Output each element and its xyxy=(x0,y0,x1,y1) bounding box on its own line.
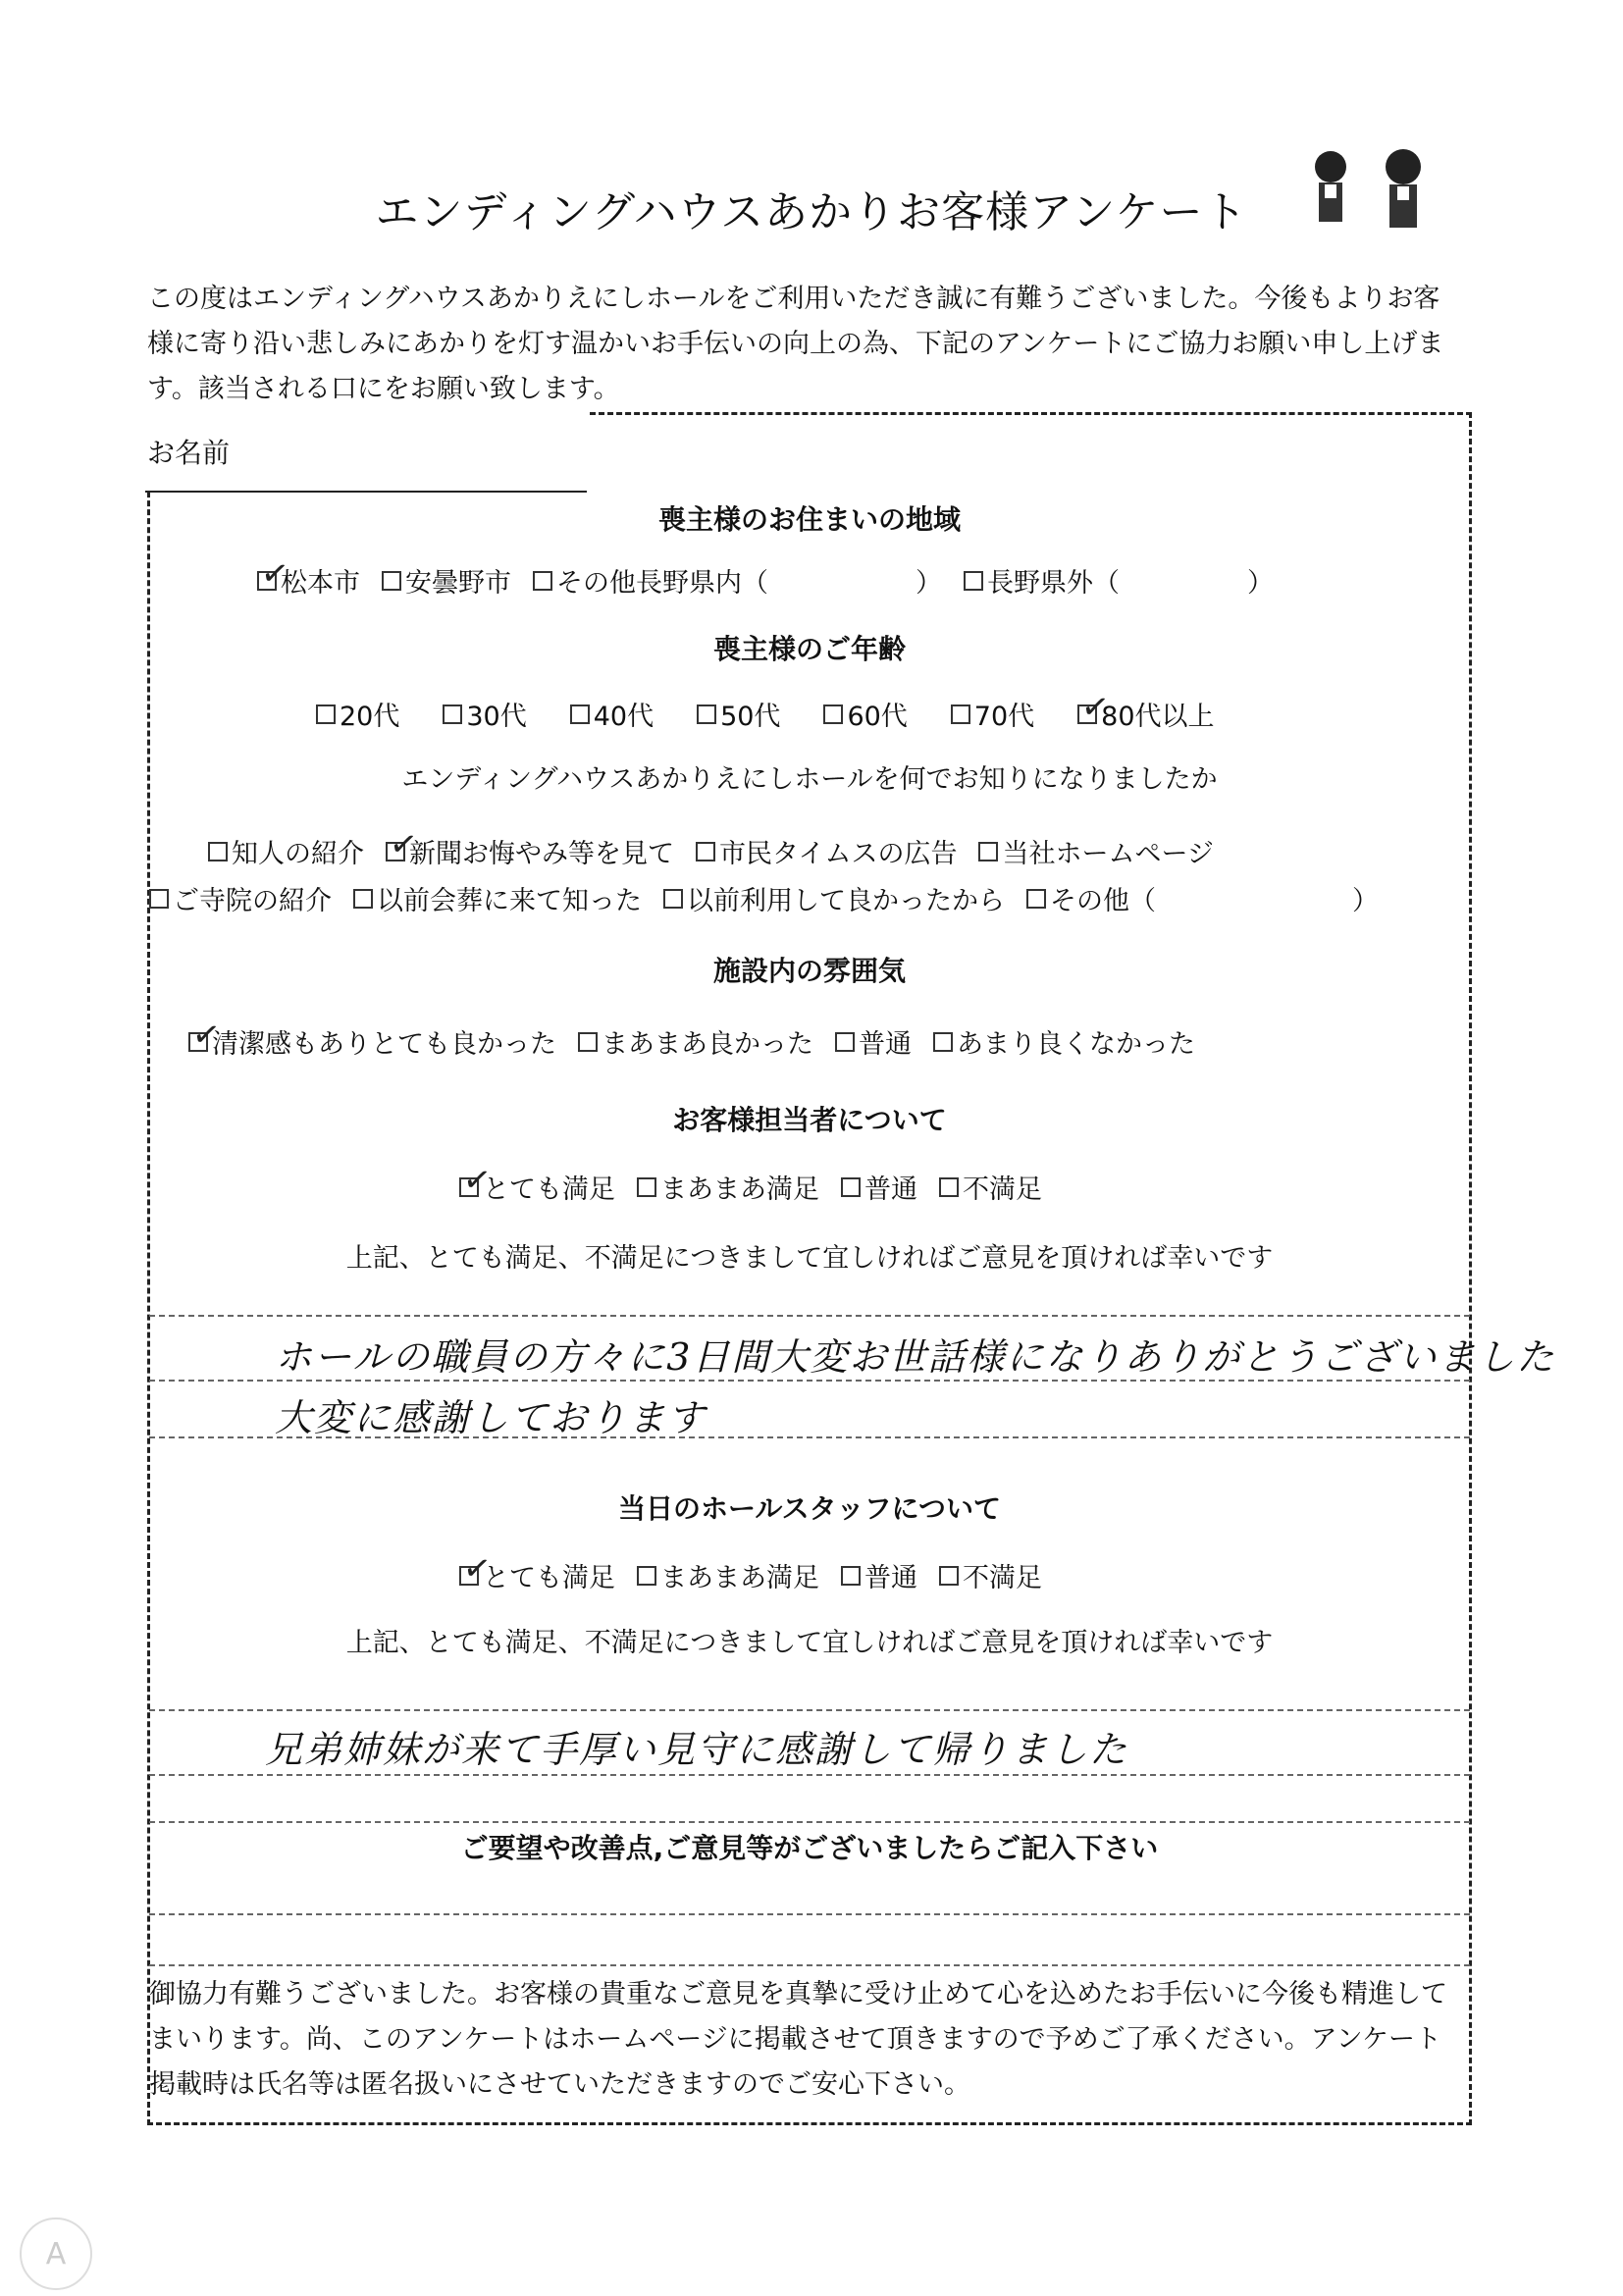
checkbox[interactable] xyxy=(459,1546,495,1591)
check-mark-icon: ✓ xyxy=(387,822,421,866)
option-fairly-good[interactable] xyxy=(578,1022,813,1061)
option-shimin-times-ad[interactable] xyxy=(696,832,957,870)
option-label: まあまあ満足 xyxy=(660,1563,819,1593)
source-options-row2 xyxy=(149,879,1400,917)
comment-line xyxy=(149,1315,1470,1317)
option-label: 不満足 xyxy=(963,1563,1042,1593)
option-label: あまり良くなかった xyxy=(957,1029,1195,1060)
requests-heading: ご要望や改善点,ご意見等がございましたらご記入下さい xyxy=(460,1832,1159,1864)
comment-line xyxy=(149,1436,1470,1438)
checkbox[interactable] xyxy=(964,571,983,591)
hall-staff-heading: 当日のホールスタッフについて xyxy=(617,1492,1002,1525)
option-outside-nagano[interactable] xyxy=(964,561,1274,600)
checkbox[interactable] xyxy=(578,1032,598,1052)
option-label: 新聞お悔やみ等を見て xyxy=(409,839,674,869)
option-label: 以前利用して良かったから xyxy=(687,886,1005,916)
option-fairly-satisfied[interactable] xyxy=(637,1168,819,1206)
option-previous-use[interactable] xyxy=(663,879,1005,917)
region-options xyxy=(257,551,1295,600)
request-line[interactable] xyxy=(149,1913,1470,1915)
option-very-satisfied[interactable] xyxy=(459,1158,615,1206)
option-other-nagano[interactable] xyxy=(533,561,942,600)
option-very-clean[interactable] xyxy=(188,1013,556,1061)
option-80s-plus[interactable] xyxy=(1077,685,1215,733)
region-heading: 喪主様のお住まいの地域 xyxy=(657,503,961,536)
option-50s[interactable] xyxy=(697,695,780,733)
option-label: 70代 xyxy=(973,702,1035,732)
option-label: 30代 xyxy=(466,702,527,732)
option-normal[interactable] xyxy=(835,1022,912,1061)
age-options xyxy=(316,685,1236,733)
staff-prompt: 上記、とても満足、不満足につきまして宜しければご意見を頂ければ幸いです xyxy=(345,1243,1274,1274)
checkbox[interactable] xyxy=(386,822,421,866)
option-normal[interactable] xyxy=(841,1168,917,1206)
check-mark-icon: ✓ xyxy=(189,1013,224,1057)
staff-comment-line1[interactable]: ホールの職員の方々に3日間大変お世話様になりありがとうございました xyxy=(275,1335,1556,1379)
age-heading: 喪主様のご年齢 xyxy=(712,633,906,665)
closing-text: 御協力有難うございました。お客様の貴重なご意見を真摯に受け止めて心を込めたお手伝いに今後も精進してまいります。尚、このアンケートはホームページに掲載させて頂きますので予めご了承ください。アンケート掲載時は氏名等は匿名扱いにさせていただきますのでご安心下さい。 xyxy=(149,1979,1447,2100)
option-label: 当社ホームページ xyxy=(1002,839,1214,869)
checkbox[interactable] xyxy=(208,842,228,861)
checkbox[interactable] xyxy=(533,571,552,591)
option-label: 50代 xyxy=(720,702,781,732)
checkbox[interactable] xyxy=(697,704,716,724)
staff-comment-line2[interactable]: 大変に感謝しております xyxy=(275,1396,707,1439)
checkbox[interactable] xyxy=(637,1566,656,1586)
check-mark-icon: ✓ xyxy=(1078,685,1113,729)
option-30s[interactable] xyxy=(443,695,526,733)
check-mark-icon: ✓ xyxy=(460,1546,495,1591)
check-mark-icon: ✓ xyxy=(460,1158,495,1202)
check-mark-icon: ✓ xyxy=(258,551,292,596)
option-label: まあまあ良かった xyxy=(602,1029,813,1060)
bracket-close: ） xyxy=(1352,886,1379,916)
checkbox[interactable] xyxy=(663,889,683,909)
checkbox[interactable] xyxy=(823,704,843,724)
option-label: 清潔感もありとても良かった xyxy=(212,1029,556,1060)
checkbox[interactable] xyxy=(637,1177,656,1197)
checkbox[interactable] xyxy=(188,1013,224,1057)
option-label: 長野県外（ xyxy=(987,568,1120,599)
checkbox[interactable] xyxy=(951,704,970,724)
option-homepage[interactable] xyxy=(978,832,1213,870)
name-label: お名前 xyxy=(147,437,231,469)
option-matsumoto[interactable] xyxy=(257,551,360,600)
option-fairly-satisfied[interactable] xyxy=(637,1556,819,1594)
option-20s[interactable] xyxy=(316,695,399,733)
checkbox[interactable] xyxy=(570,704,590,724)
option-label: 20代 xyxy=(340,702,400,732)
option-label: 市民タイムスの広告 xyxy=(719,839,958,869)
source-options-row1 xyxy=(208,822,1235,870)
option-label: 松本市 xyxy=(281,568,360,599)
option-label: まあまあ満足 xyxy=(660,1174,819,1205)
staff-options xyxy=(459,1158,1064,1206)
checkbox[interactable] xyxy=(443,704,462,724)
option-label: 40代 xyxy=(593,702,654,732)
comment-line xyxy=(149,1380,1470,1382)
intro-text: この度はエンディングハウスあかりえにしホールをご利用いただき誠に有難うございました。今後もよりお客様に寄り沿い悲しみにあかりを灯す温かいお手伝いの向上の為、下記のアンケートにご協力お願い申し上げます。該当される口にをお願い致します。 xyxy=(147,284,1444,404)
option-label: 以前会葬に来て知った xyxy=(377,886,642,916)
atmosphere-options xyxy=(188,1013,1217,1061)
hall-staff-comment-line1[interactable]: 兄弟姉妹が来て手厚い見守に感謝して帰りました xyxy=(265,1728,1129,1771)
staff-mascot-icon xyxy=(1293,145,1440,243)
request-line[interactable] xyxy=(149,1964,1470,1966)
option-label: その他（ xyxy=(1050,886,1156,916)
checkbox[interactable] xyxy=(978,842,998,861)
checkbox[interactable] xyxy=(459,1158,495,1202)
atmosphere-heading: 施設内の雰囲気 xyxy=(712,955,906,987)
option-label: 不満足 xyxy=(963,1174,1042,1205)
source-heading: エンディングハウスあかりえにしホールを何でお知りになりましたか xyxy=(401,764,1218,795)
option-very-satisfied[interactable] xyxy=(459,1546,615,1594)
checkbox[interactable] xyxy=(696,842,715,861)
checkbox[interactable] xyxy=(316,704,336,724)
checkbox[interactable] xyxy=(841,1566,861,1586)
option-60s[interactable] xyxy=(823,695,907,733)
option-40s[interactable] xyxy=(570,695,654,733)
option-previous-attendance[interactable] xyxy=(353,879,642,917)
survey-title: エンディングハウスあかりお客様アンケート xyxy=(375,187,1248,237)
option-not-good[interactable] xyxy=(933,1022,1195,1061)
checkbox[interactable] xyxy=(933,1032,953,1052)
option-label: 普通 xyxy=(864,1563,917,1593)
option-label: 普通 xyxy=(864,1174,917,1205)
option-70s[interactable] xyxy=(951,695,1034,733)
option-label: とても満足 xyxy=(483,1174,615,1205)
checkbox[interactable] xyxy=(841,1177,861,1197)
bracket-close: ） xyxy=(916,568,942,599)
staff-heading: お客様担当者について xyxy=(672,1104,947,1136)
option-unsatisfied[interactable] xyxy=(939,1556,1042,1594)
checkbox[interactable] xyxy=(835,1032,855,1052)
bracket-close: ） xyxy=(1247,568,1274,599)
hall-staff-prompt: 上記、とても満足、不満足につきまして宜しければご意見を頂ければ幸いです xyxy=(345,1628,1274,1658)
option-unsatisfied[interactable] xyxy=(939,1168,1042,1206)
name-line[interactable] xyxy=(145,491,587,493)
stamp-icon: A xyxy=(20,2218,92,2290)
option-label: とても満足 xyxy=(483,1563,615,1593)
option-newspaper[interactable] xyxy=(386,822,674,870)
option-normal[interactable] xyxy=(841,1556,917,1594)
checkbox[interactable] xyxy=(149,889,169,909)
checkbox[interactable] xyxy=(1077,685,1113,729)
option-label: 普通 xyxy=(859,1029,912,1060)
option-label: 安曇野市 xyxy=(405,568,511,599)
checkbox[interactable] xyxy=(257,551,292,596)
checkbox[interactable] xyxy=(939,1177,959,1197)
comment-line xyxy=(149,1709,1470,1711)
option-label: ご寺院の紹介 xyxy=(173,886,332,916)
checkbox[interactable] xyxy=(353,889,373,909)
option-azumino[interactable] xyxy=(382,561,511,600)
checkbox[interactable] xyxy=(1026,889,1046,909)
hall-staff-options xyxy=(459,1546,1064,1594)
option-label: その他長野県内（ xyxy=(556,568,768,599)
checkbox[interactable] xyxy=(382,571,401,591)
option-label: 60代 xyxy=(847,702,908,732)
option-acquaintance[interactable] xyxy=(208,832,364,870)
comment-line xyxy=(149,1774,1470,1776)
option-label: 80代以上 xyxy=(1101,702,1215,732)
option-temple[interactable] xyxy=(149,879,332,917)
comment-line xyxy=(149,1821,1470,1823)
option-other[interactable] xyxy=(1026,879,1379,917)
checkbox[interactable] xyxy=(939,1566,959,1586)
option-label: 知人の紹介 xyxy=(232,839,364,869)
